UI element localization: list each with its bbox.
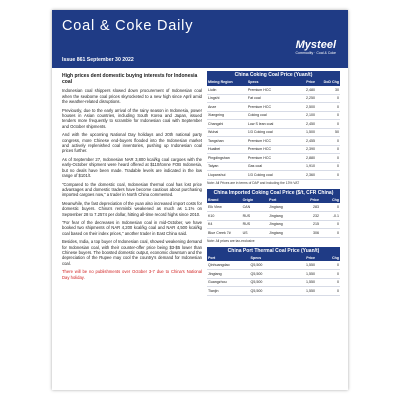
table-row: [207, 137, 340, 146]
coking-table-note: Note: All Prices are in terms of DAP and including the 13% VAT: [207, 180, 300, 185]
cell-specs: Premium HCC: [247, 103, 292, 112]
cell-port: Jingtang: [268, 220, 300, 229]
coking-coal-table: [207, 71, 340, 186]
cell-port: Guangzhou: [207, 278, 250, 287]
article-paragraph: "For fear of the decreases in Indonesian coal in mid-October, we have booked two shipments of NAR 4,200 kcal/kg coal and NAR 4,500 kcal/kg coal based on their index prices," another trader in East China said.: [62, 219, 202, 236]
cell-price: 283: [300, 203, 320, 212]
article-paragraph: Indonesian coal shippers slowed down procurement of Indonesian coal when the seaborne coal prices skyrocketed to a new high since April amid the weather-related disruptions.: [62, 88, 202, 105]
article-paragraph: Besides, India, a top buyer of Indonesian coal, showed weakening demand for Indonesian coal, with their counter-offer price being $3-$5 lower than Chinese buyers. The boosted domestic output, economic downturn and the depreciation of the Rupee may cool the country's demand for Indonesian coal.: [62, 239, 202, 266]
cell-price: 2,455: [292, 137, 316, 146]
column-header: Port: [207, 255, 250, 262]
cell-change: 0: [316, 270, 340, 279]
cell-change: 0: [316, 111, 340, 120]
cell-change: 0: [316, 287, 340, 296]
cell-change: 0: [316, 171, 340, 180]
cell-brand: Blue Creek 7#: [207, 229, 242, 238]
table-row: [207, 162, 340, 171]
cell-origin: CAN: [242, 203, 269, 212]
logo-name: Mysteel: [295, 39, 336, 51]
cell-change: 0: [320, 220, 340, 229]
article-paragraph: "Compared to the domestic coal, Indonesian thermal coal has lost price advantages and domestic traders have become cautious about purchasing imported cargoes now," a trader in North China commented.: [62, 181, 202, 198]
cell-price: 1,550: [289, 287, 316, 296]
cell-price: 1,500: [292, 128, 316, 137]
imported-table-title: China Imported Coking Coal Price ($/t, CFR China): [207, 189, 340, 197]
thermal-table-title: China Port Thermal Coal Price (Yuan/t): [207, 247, 340, 255]
cell-specs: 1/3 Coking coal: [247, 128, 292, 137]
imported-table-note: Note: All prices are tax-exclusive: [207, 238, 255, 243]
cell-port: Jingtang: [207, 270, 250, 279]
coking-table-title: China Coking Coal Price (Yuan/t): [207, 71, 340, 79]
table-row: [207, 94, 340, 103]
cell-change: 0: [316, 162, 340, 171]
article: [62, 73, 202, 283]
cell-change: 0: [316, 154, 340, 163]
table-row: [207, 212, 340, 221]
article-paragraph: Previously, due to the early arrival of the rainy season in Indonesia, power houses in Asian countries, including South Korea and Japan, issued tenders more frequently to scramble for Indonesian coal with September and October shipments.: [62, 107, 202, 129]
cell-price: 1,550: [289, 278, 316, 287]
cell-price: 2,360: [292, 171, 316, 180]
cell-specs: 1/3 Coking coal: [247, 171, 292, 180]
cell-port: Jingtang: [268, 229, 300, 238]
cell-region: Pingdingshan: [207, 154, 247, 163]
cell-port: Tianjin: [207, 287, 250, 296]
column-header: Brand: [207, 197, 242, 204]
cell-price: 2,880: [292, 154, 316, 163]
cell-port: Jingtang: [268, 212, 300, 221]
imported-coking-coal-table: [207, 189, 340, 244]
cell-change: 0: [320, 229, 340, 238]
table-row: [207, 86, 340, 95]
cell-specs: Premium HCC: [247, 154, 292, 163]
cell-port: Jingtang: [268, 203, 300, 212]
cell-specs: Premium HCC: [247, 145, 292, 154]
table-row: [207, 145, 340, 154]
newsletter-title: Coal & Coke Daily: [62, 18, 194, 34]
cell-region: Xiangning: [207, 111, 247, 120]
cell-specs: Premium HCC: [247, 137, 292, 146]
cell-origin: RUS: [242, 220, 269, 229]
cell-specs: Q5,500: [250, 287, 290, 296]
cell-price: 2,500: [292, 103, 316, 112]
cell-specs: Fat coal: [247, 94, 292, 103]
column-header: Chg: [320, 197, 340, 204]
column-header: Origin: [242, 197, 269, 204]
cell-change: 0: [316, 94, 340, 103]
cell-region: Wuhai: [207, 128, 247, 137]
column-header: Specs: [250, 255, 290, 262]
cell-region: Lingshi: [207, 94, 247, 103]
table-row: [207, 229, 340, 238]
cell-price: 2,100: [292, 111, 316, 120]
newsletter-page: [52, 10, 348, 390]
cell-brand: Elk View: [207, 203, 242, 212]
cell-brand: K10: [207, 212, 242, 221]
cell-region: Liulin: [207, 86, 247, 95]
price-tables: [207, 71, 340, 299]
table-row: [207, 120, 340, 129]
logo-tagline: Commodity · Coal & Coke: [295, 51, 336, 55]
cell-specs: Premium HCC: [247, 86, 292, 95]
table-row: [207, 270, 340, 279]
cell-change: 0: [316, 278, 340, 287]
cell-change: 30: [316, 86, 340, 95]
table-row: [207, 154, 340, 163]
article-paragraph: And with the upcoming National Day holidays and 20th national party congress, more Chinese end-buyers flooded into the Indonesian market and actively replenished coal inventories, pushing up Indonesian coal prices further.: [62, 132, 202, 154]
cell-specs: Q5,500: [250, 261, 290, 270]
cell-origin: RUS: [242, 212, 269, 221]
cell-price: 1,910: [292, 162, 316, 171]
thermal-coal-table: [207, 247, 340, 296]
cell-brand: K4: [207, 220, 242, 229]
cell-region: Tangshan: [207, 137, 247, 146]
cell-region: Anze: [207, 103, 247, 112]
column-header: Chg: [316, 255, 340, 262]
cell-specs: Gas coal: [247, 162, 292, 171]
cell-change: -0.1: [320, 212, 340, 221]
cell-price: 232: [300, 212, 320, 221]
table-row: [207, 171, 340, 180]
column-header: Price: [292, 79, 316, 86]
cell-price: 2,450: [292, 120, 316, 129]
cell-change: 0: [320, 203, 340, 212]
column-header: Mining Region: [207, 79, 247, 86]
cell-specs: Q5,500: [250, 278, 290, 287]
cell-origin: US: [242, 229, 269, 238]
mysteel-logo: [296, 40, 336, 56]
cell-specs: Coking coal: [247, 111, 292, 120]
table-row: [207, 278, 340, 287]
table-row: [207, 128, 340, 137]
column-header: Port: [268, 197, 300, 204]
cell-price: 1,550: [289, 270, 316, 279]
table-row: [207, 220, 340, 229]
article-paragraph: As of September 27, Indonesian NAR 3,800 kcal/kg coal cargoes with the early-October shipment were heard offered at $110/tonne FOB Indonesia, but no deals have been made. Tradable levels are indicated in the low range of $101/t.: [62, 156, 202, 179]
cell-specs: Low S lean coal: [247, 120, 292, 129]
column-header: Price: [289, 255, 316, 262]
cell-port: Qinhuangdao: [207, 261, 250, 270]
table-row: [207, 203, 340, 212]
column-header: Price: [300, 197, 320, 204]
cell-region: Liupanshui: [207, 171, 247, 180]
cell-specs: Q5,500: [250, 270, 290, 279]
cell-change: 0: [316, 120, 340, 129]
cell-change: 50: [316, 128, 340, 137]
table-row: [207, 111, 340, 120]
cell-price: 2,480: [292, 86, 316, 95]
cell-change: 0: [316, 137, 340, 146]
article-paragraph: Meanwhile, the fast depreciation of the yuan also increased import costs for domestic buyers. China's renminbi weakened as much as 1.1% on September 28 to 7.2574 per dollar, hitting all-time record highs since 2010.: [62, 200, 202, 217]
header-banner: [52, 10, 348, 56]
cell-price: 306: [300, 229, 320, 238]
column-header: Specs: [247, 79, 292, 86]
table-row: [207, 261, 340, 270]
cell-price: 1,550: [289, 261, 316, 270]
cell-change: 0: [316, 103, 340, 112]
cell-price: 2,250: [292, 94, 316, 103]
cell-region: Huaibei: [207, 145, 247, 154]
cell-change: 0: [316, 261, 340, 270]
cell-region: Taiyan: [207, 162, 247, 171]
table-row: [207, 103, 340, 112]
cell-change: 0: [316, 145, 340, 154]
cell-region: Changzhi: [207, 120, 247, 129]
holiday-notice: There will be no publishments over October 3-7 due to China's National Day holiday.: [62, 269, 202, 280]
column-header: DoD Chg: [316, 79, 340, 86]
issue-bar: [52, 56, 348, 68]
cell-price: 215: [300, 220, 320, 229]
issue-date: Issue 861 September 30 2022: [62, 57, 134, 63]
cell-price: 2,390: [292, 145, 316, 154]
table-row: [207, 287, 340, 296]
article-headline: High prices dent domestic buying interests for Indonesia coal: [62, 73, 198, 86]
